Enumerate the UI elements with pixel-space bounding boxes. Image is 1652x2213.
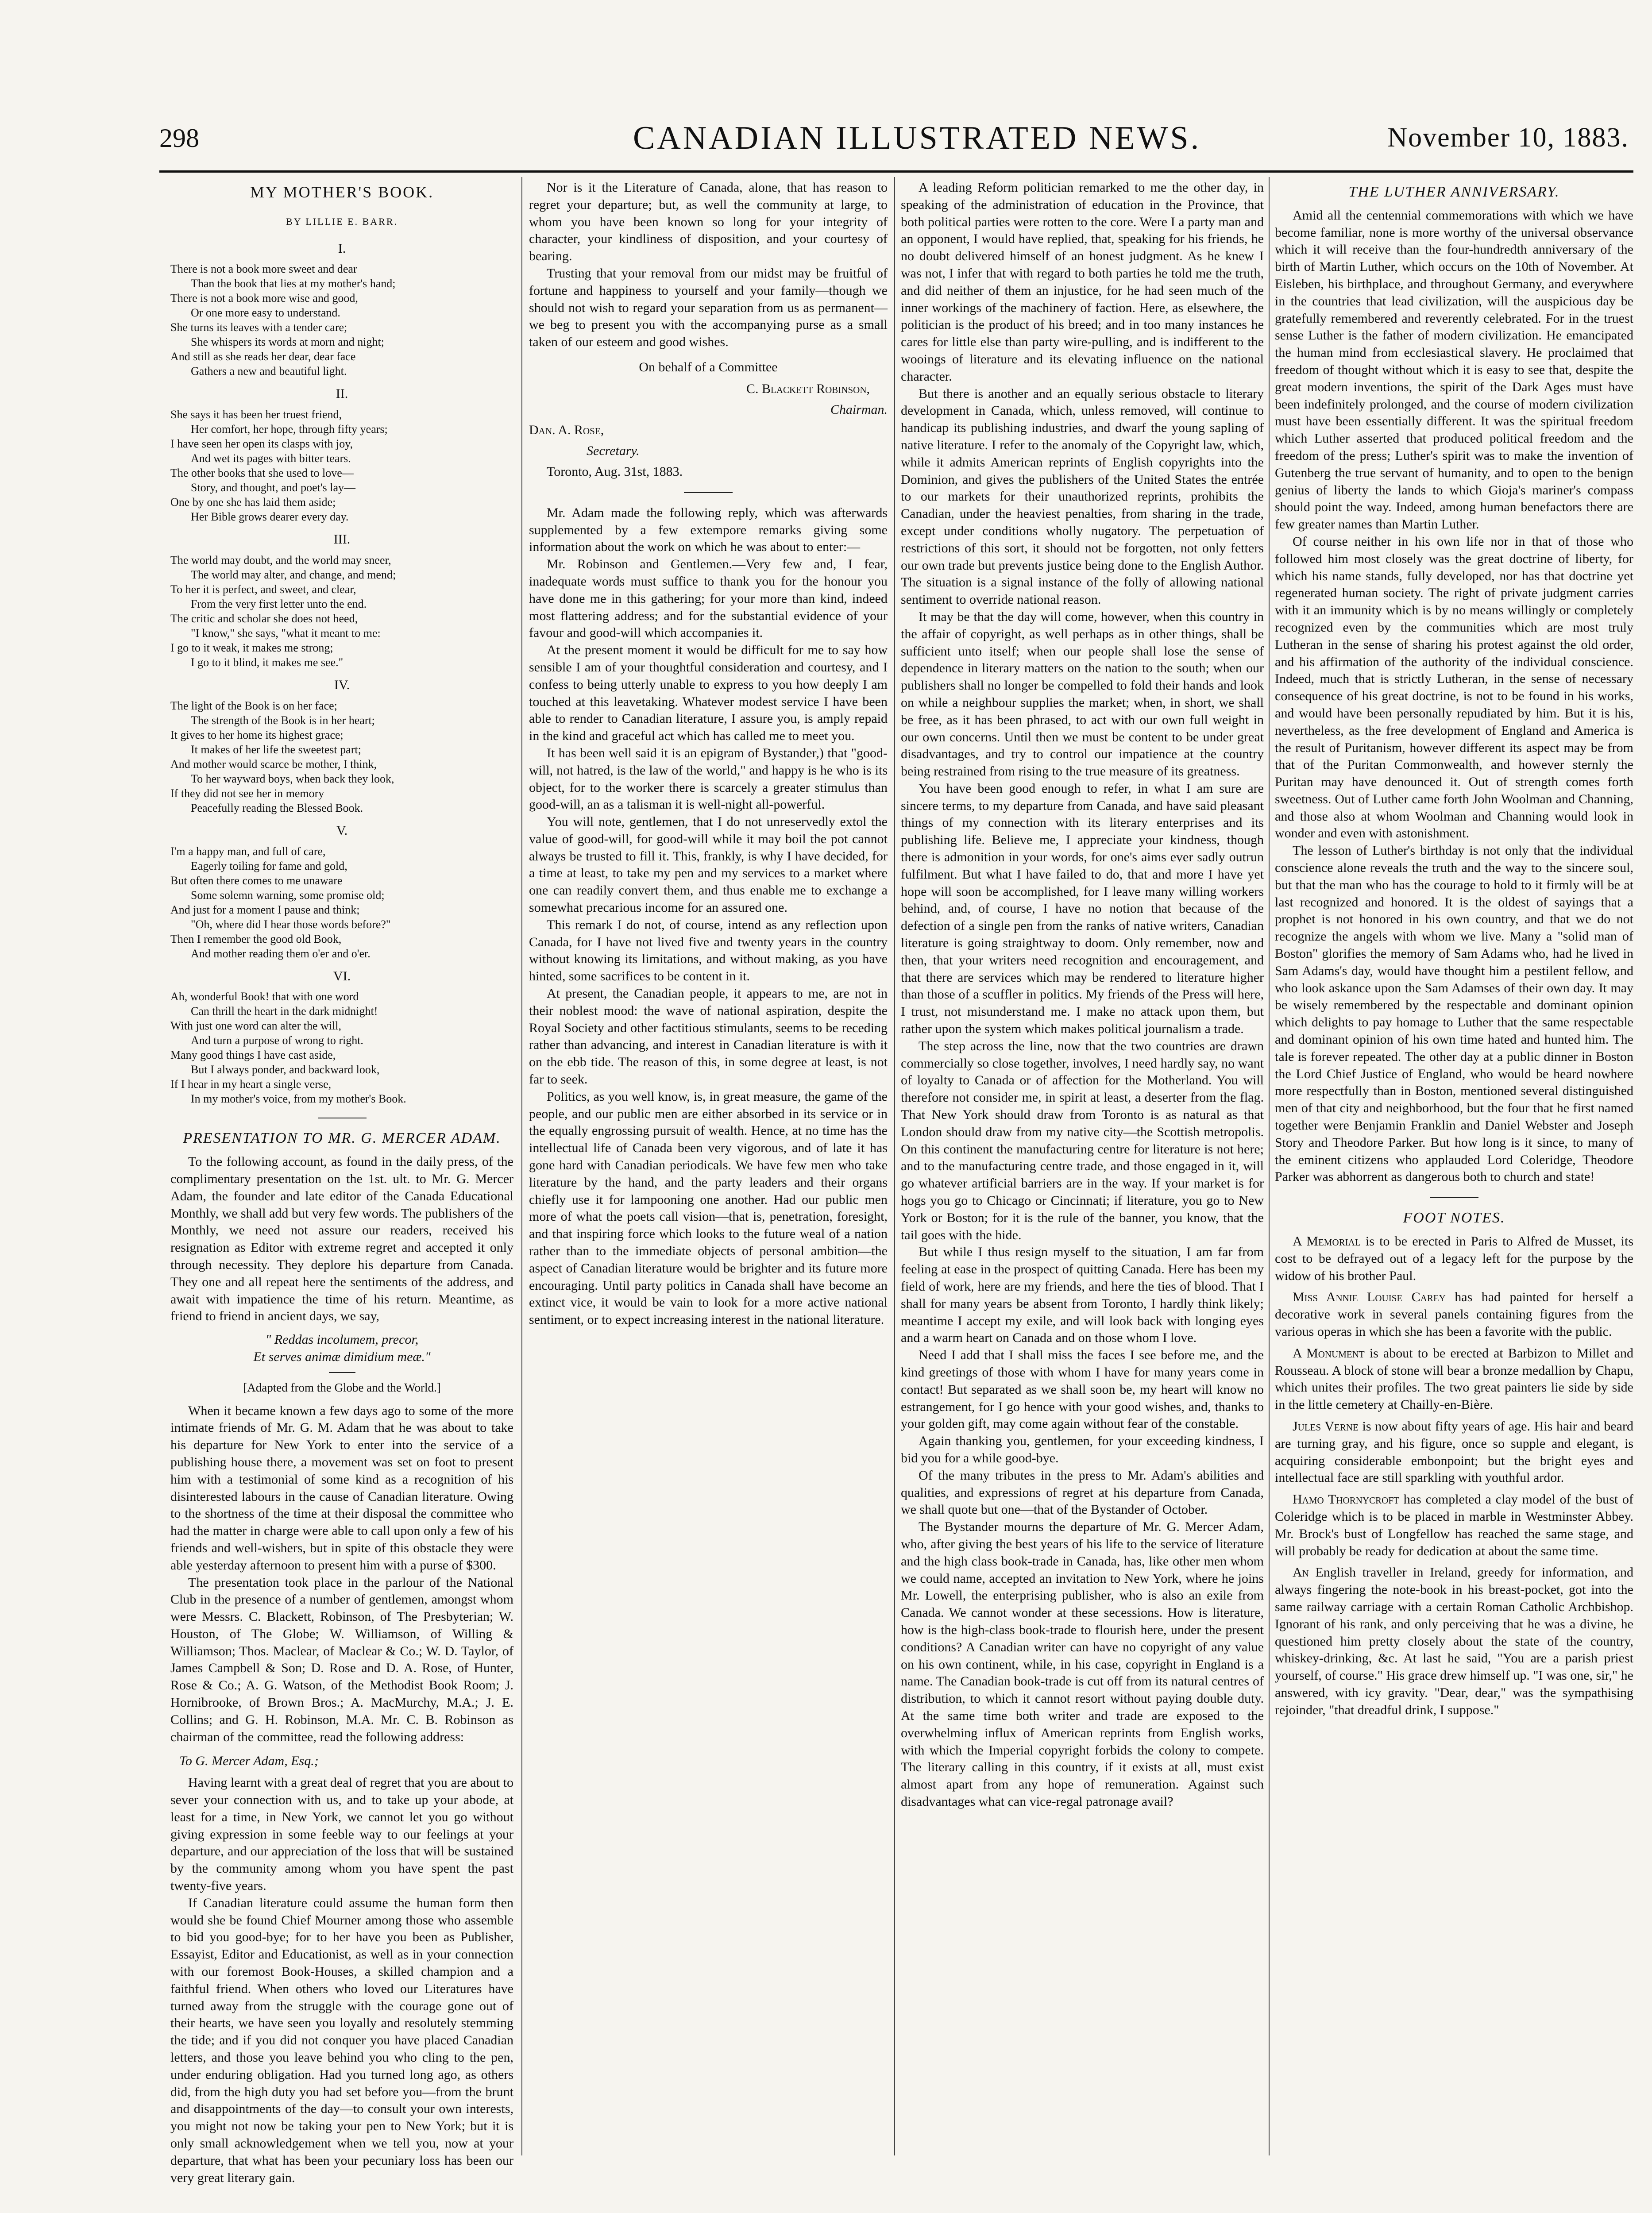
masthead <box>159 120 1633 168</box>
reply-paragraph: The step across the line, now that the two countries are drawn commercially so close together, involves, I need hardly say, no want of loyalty to Canada or of affection for the Motherland. You will therefore not consider me, in spirit at least, a deserter from the flag. That New York should draw from Toronto is as natural as that London should draw from my native city—the Scottish metropolis. On this continent the manufacturing centre for literature is not here; and to the manufacturing centre trade, and those engaged in it, will go whatever artificial barriers are in the way. If your market is for hogs you go to Chicago or Cincinnati; if literature, you go to New York or Boston; for it is the rule of the banner, you know, that the tail goes with the hide. <box>901 1038 1264 1242</box>
poem-line: But I always ponder, and backward look, <box>191 1063 380 1076</box>
poem-line: And just for a moment I pause and think; <box>170 903 360 916</box>
poem-line: But often there comes to me unaware <box>170 874 343 887</box>
poem-line: It makes of her life the sweetest part; <box>191 743 361 756</box>
poem-line: The world may doubt, and the world may sneer, <box>170 553 391 567</box>
column-4 <box>1275 179 1633 2171</box>
foot-note-item <box>1275 1233 1633 1284</box>
masthead-rule <box>159 170 1633 173</box>
poem-line: She whispers its words at morn and night; <box>191 335 384 349</box>
reply-paragraph: Mr. Robinson and Gentlemen.—Very few and, I fear, inadequate words must suffice to thank you for the honour you have done me in this gathering; for your more than kind, indeed most flattering address; and for the substantial evidence of your favour and good-will which accompanies it. <box>529 557 888 640</box>
stanza-number: IV. <box>334 677 350 692</box>
address-paragraph: Trusting that your removal from our midst may be fruitful of fortune and happiness to yourself and your family—though we should not wish to regard your separation from us as permanent—we beg to present you with the accompanying purse as a small taken of our esteem and good wishes. <box>529 266 888 350</box>
poem-line: I have seen her open its clasps with joy, <box>170 437 353 451</box>
reply-paragraph: You will note, gentlemen, that I do not unreservedly extol the value of good-will, for good-will while it may boil the pot cannot always be trusted to fill it. This, frankly, is why I have decided, for a time at least, to take my pen and my services to a market where one can readily convert them, and thus enable me to exchange a somewhat precarious income for an assured one. <box>529 814 888 915</box>
poem-line: Gathers a new and beautiful light. <box>191 365 347 378</box>
poem-line: With just one word can alter the will, <box>170 1019 341 1033</box>
poem-line: And wet its pages with bitter tears. <box>191 452 351 465</box>
presentation-paragraph: The presentation took place in the parlour of the National Club in the presence of a number of gentlemen, amongst whom were Messrs. C. Blackett, Robinson, of The Presbyterian; W. Houston, of The Globe; W. Williamson, of Willing & Williamson; Thos. Maclear, of Maclear & Co.; W. D. Taylor, of James Campbell & Son; D. Rose and D. A. Rose, of Hunter, Rose & Co.; A. G. Watson, of the Methodist Book Room; J. Hornibrooke, of Brown Bros.; A. MacMurchy, M.A.; J. E. Collins; and G. H. Robinson, M.A. Mr. C. B. Robinson as chairman of the committee, read the following address: <box>170 1575 513 1744</box>
column-divider <box>1269 177 1270 2155</box>
poem-byline: BY LILLIE E. BARR. <box>286 216 398 227</box>
latin-quote-line: " Reddas incolumem, precor, <box>265 1332 419 1347</box>
section-rule <box>1430 1197 1478 1198</box>
foot-note-lead: Jules Verne <box>1293 1419 1359 1434</box>
address-paragraph: Having learnt with a great deal of regret that you are about to sever your connection with us, and to take up your abode, at least for a time, in New York, we cannot let you go without giving expression in some feeble way to our feelings at your departure, and our appreciation of the loss that will be sustained by the community among whom you have spent the past twenty-five years. <box>170 1775 513 1893</box>
poem-line: There is not a book more wise and good, <box>170 292 358 305</box>
page-number: 298 <box>159 123 199 153</box>
reply-body <box>529 556 888 1329</box>
poem-line: Eagerly toiling for fame and gold, <box>191 859 347 872</box>
column-divider <box>521 177 522 2155</box>
foot-note-lead: A Monument <box>1293 1346 1365 1361</box>
luther-paragraph: Amid all the centennial commemorations with which we have become familiar, none is more worthy of the universal observance which it will receive than the four-hundredth anniversary of the birth of Martin Luther, which occurs on the 10th of November. At Eisleben, his birthplace, and throughout Germany, and everywhere in the countries that lead civilization, will the auspicious day be gratefully remembered and reverently celebrated. For in the truest sense Luther is the father of modern civilization. He emancipated the human mind from ecclesiastical slavery. He proclaimed that freedom of thought without which it is easy to see that, despite the great modern inventions, the spirit of the Dark Ages must have been indefinitely prolonged, and the course of modern civilization must have been essentially different. It was the spiritual freedom which Luther asserted that produced political freedom and the freedom of the press; Luther's spirit was to make the invention of Gutenberg the true servant of humanity, and to open to the benign genius of liberty the lands to which Gioja's mariner's compass should point the way. Indeed, among human benefactors there are few greater names than Martin Luther. <box>1275 208 1633 532</box>
poem-line: The critic and scholar she does not heed, <box>170 612 358 625</box>
signer-role: Secretary. <box>587 443 640 459</box>
on-behalf-line: On behalf of a Committee <box>639 359 778 374</box>
poem-line: Many good things I have cast aside, <box>170 1049 336 1062</box>
poem-title: MY MOTHER'S BOOK. <box>250 183 434 201</box>
poem-line: One by one she has laid them aside; <box>170 496 336 509</box>
poem-line: Or one more easy to understand. <box>191 306 340 320</box>
poem-line: And still as she reads her dear, dear face <box>170 350 356 363</box>
foot-notes-title: FOOT NOTES. <box>1403 1210 1505 1226</box>
stanza-number: I. <box>338 241 346 256</box>
reply-paragraph: Politics, as you well know, is, in great measure, the game of the people, and our public men are either absorbed in its service or in the equally engrossing pursuit of wealth. Hence, at no time has the intellectual life of Canada been very vigorous, and of late it has gone hard with Canadian periodicals. We have few men who take literature by the hand, and the party leaders and their organs chiefly use it for lampooning one another. Had our public men more of what the poets call vision—that is, penetration, foresight, and that inspiring force which looks to the future weal of a nation rather than to the immediate objects of personal ambition—the aspect of Canadian literature would be brighter and its future more encouraging. Until party politics in Canada shall have become an extinct vice, it would be vain to look for a more active national sentiment, or to expect increasing interest in the national literature. <box>529 1089 888 1327</box>
poem-line: If they did not see her in memory <box>170 787 324 800</box>
poem-line: And mother would scarce be mother, I think, <box>170 757 377 771</box>
foot-note-item <box>1275 1491 1633 1560</box>
poem-line: Then I remember the good old Book, <box>170 932 342 945</box>
poem-line: Peacefully reading the Blessed Book. <box>191 801 363 814</box>
luther-title: THE LUTHER ANNIVERSARY. <box>1348 184 1560 200</box>
signer-role: Chairman. <box>830 402 888 417</box>
section-rule <box>684 492 733 493</box>
reply-paragraph: A leading Reform politician remarked to me the other day, in speaking of the administration of education in the Province, that both political parties were rotten to the core. Were I a party man and an opponent, I would have replied, that, speaking for his friends, he no doubt delivered himself of an honest judgment. As he knew I was not, I infer that with regard to both parties he told me the truth, and did neither of them an injustice, for he had seen much of the inner workings of the machinery of faction. Here, as elsewhere, the politician is the product of his breed; and in too many instances he cares for little else than party wire-pulling, and is indifferent to the wooings of literature and its elevating influence on the national character. <box>901 180 1264 384</box>
address-paragraph: Nor is it the Literature of Canada, alone, that has reason to regret your departure; but, as well the community at large, to whom you have been known so long for your integrity of character, your kindliness of disposition, and your courtesy of bearing. <box>529 180 888 264</box>
foot-note-item <box>1275 1289 1633 1340</box>
stanza-number: II. <box>336 386 348 401</box>
newspaper-title: CANADIAN ILLUSTRATED NEWS. <box>633 120 1201 156</box>
reply-paragraph: At present, the Canadian people, it appears to me, are not in their noblest mood: the wave of national aspiration, despite the Royal Society and other factitious stimulants, seems to be receding rather than advancing, and interest in Canadian literature is with it on the ebb tide. The reason of this, in some degree at least, is not far to seek. <box>529 986 888 1087</box>
poem-line: I'm a happy man, and full of care, <box>170 844 326 858</box>
presentation-intro: To the following account, as found in the daily press, of the complimentary presentation on the 1st. ult. to Mr. G. Mercer Adam, the founder and late editor of the Canada Educational Monthly, we shall add but very few words. The publishers of the Monthly, we need not assure our readers, received his resignation as Editor with extreme regret and accepted it only through necessity. They deplore his departure from Canada. They one and all repeat here the sentiments of the address, and await with impatience the time of his return. Meantime, as friend to friend in ancient days, we say, <box>170 1154 513 1324</box>
poem-line: Some solemn warning, some promise old; <box>191 888 385 902</box>
poem-line: And turn a purpose of wrong to right. <box>191 1034 363 1047</box>
reply-paragraph: At the present moment it would be difficult for me to say how sensible I am of your thoughtful consideration and courtesy, and I confess to being utterly unable to express to you how deeply I am touched at this leavetaking. Whatever modest service I have been able to render to Canadian literature, I assure you, is amply repaid in the kind and graceful act which has called me to meet you. <box>529 643 888 744</box>
signer-name: Dan. A. Rose, <box>529 423 604 438</box>
poem-line: The light of the Book is on her face; <box>170 699 337 712</box>
reply-intro: Mr. Adam made the following reply, which was afterwards supplemented by a few extempore remarks giving some information about the work on which he was about to enter:— <box>529 505 888 555</box>
poem-line: Her Bible grows dearer every day. <box>191 510 349 524</box>
reply-paragraph: You have been good enough to refer, in what I am sure are sincere terms, to my departure from Canada, and have said pleasant things of my connection with its literary enterprises and its publishing life. Believe me, I appreciate your kindness, though there is admonition in your words, for one's aims ever sadly outrun fulfilment. But what I have failed to do, that and more I have yet hope will soon be accomplished, for I leave many willing workers behind, and, of course, I have no notion that because of the defection of a single pen from the ranks of native writers, Canadian literature is going straightway to doom. Only remember, now and then, that your writers need recognition and encouragement, and that there are services which may be rendered to literature higher than those of a scuffler in politics. My friends of the Press will here, I trust, not misunderstand me. I make no attack upon them, but rather upon the system which makes political journalism a trade. <box>901 781 1264 1037</box>
section-rule <box>329 1372 355 1373</box>
foot-note-lead: A Memorial <box>1293 1234 1361 1249</box>
reply-body-continued <box>901 179 1264 1811</box>
poem-line: Than the book that lies at my mother's hand; <box>191 277 396 290</box>
reply-paragraph: This remark I do not, of course, intend as any reflection upon Canada, for I have not lived five and twenty years in the country without knowing its limitations, and without making, as you have hinted, some sacrifices to be content in it. <box>529 917 888 984</box>
stanza-number: III. <box>333 532 351 547</box>
poem-line: The world may alter, and change, and mend; <box>191 568 396 581</box>
column-divider <box>894 177 895 2155</box>
reply-paragraph: Of the many tributes in the press to Mr. Adam's abilities and qualities, and expressions of regret at his departure from Canada, we shall quote but one—that of the Bystander of October. <box>901 1468 1264 1517</box>
poem-line: Ah, wonderful Book! that with one word <box>170 990 359 1003</box>
adapted-note: [Adapted from the Globe and the World.] <box>243 1380 441 1394</box>
reply-paragraph: Again thanking you, gentlemen, for your exceeding kindness, I bid you for a while good-bye. <box>901 1434 1264 1465</box>
address-salutation: To G. Mercer Adam, Esq.; <box>179 1754 319 1769</box>
signer-name: C. Blackett Robinson, <box>746 381 870 396</box>
poem-line: To her it is perfect, and sweet, and clear, <box>170 582 356 596</box>
poem-line: I go to it weak, it makes me strong; <box>170 641 333 654</box>
column-3 <box>901 179 1264 2171</box>
reply-paragraph: It may be that the day will come, however, when this country in the affair of copyright, as well perhaps as in other things, shall be sufficient unto itself; when our people shall lose the sense of dependence in literary matters on the nation to the south; when our publishers shall no longer be compelled to fold their hands and look on while a neighbour supplies the market; when, in short, we shall be free, as it has been phrased, to act with our own full weight in our own concerns. Until then we must be content to be under great disadvantages, and try to control our impatience at the country being restrained from rising to the true measure of its greatness. <box>901 609 1264 779</box>
stanza-number: V. <box>336 823 348 838</box>
reply-paragraph: Need I add that I shall miss the faces I see before me, and the kind greetings of those with whom I have for many years come in contact! But separated as we shall soon be, my heart will know no estrangement, for I go hence with your good wishes, and, thanks to your golden gift, may come again without fear of the constable. <box>901 1348 1264 1431</box>
poem-line: I go to it blind, it makes me see." <box>191 655 344 669</box>
poem-line: Can thrill the heart in the dark midnight! <box>191 1005 378 1018</box>
poem-line: "I know," she says, "what it meant to me: <box>191 626 381 640</box>
poem-line: She turns its leaves with a tender care; <box>170 321 347 334</box>
poem-line: Story, and thought, and poet's lay— <box>191 481 356 494</box>
reply-paragraph: The Bystander mourns the departure of Mr. G. Mercer Adam, who, after giving the best years of his life to the service of literature and the high class book-trade in Canada, has, like other men whom we could name, accepted an invitation to New York, where he joins Mr. Lowell, the enterprising publisher, who is also an exile from Canada. We cannot wonder at these secessions. How is literature, how is the high-class book-trade to flourish here, under the present conditions? A Canadian writer can have no copyright of any value on his own continent, while, in his case, copyright in England is a name. The Canadian book-trade is cut off from its natural centres of distribution, to which it cannot resort without paying double duty. At the same time both writer and trade are exposed to the overwhelming influx of American reprints from English works, with which the Imperial copyright forbids the colony to compete. The literary calling in this country, if it exists at all, must exist almost apart from any hope of remuneration. Against such disadvantages what can vice-regal patronage avail? <box>901 1519 1264 1809</box>
reply-paragraph: It has been well said it is an epigram of Bystander,) that "good-will, not hatred, is the law of the world," and happy is he who is its object, for to the worker there is scarcely a greater stimulus than good-will, an as a talisman it is well-night all-powerful. <box>529 745 888 812</box>
foot-note-lead: Miss Annie Louise Carey <box>1293 1290 1446 1305</box>
column-1 <box>170 179 513 2185</box>
poem-line: If I hear in my heart a single verse, <box>170 1078 332 1091</box>
poem-line: It gives to her home its highest grace; <box>170 728 344 741</box>
poem-line: "Oh, where did I hear those words before?" <box>191 918 391 931</box>
foot-note-text: is to be erected in Paris to Alfred de Musset, its cost to be defrayed out of a legacy left for the purpose by the widow of his brother Paul. <box>1275 1234 1634 1283</box>
stanza-number: VI. <box>333 968 351 983</box>
presentation-paragraph: When it became known a few days ago to some of the more intimate friends of Mr. G. M. Adam that he was about to take his departure for New York to enter into the service of a publishing house there, a movement was set on foot to present him with a testimonial of some kind as a recognition of his disinterested labours in the cause of Canadian literature. Owing to the shortness of the time at their disposal the committee who had the matter in charge were able to call upon only a few of his friends and well-wishers, but in spite of this obstacle they were able yesterday afternoon to present him with a purse of $300. <box>170 1403 513 1573</box>
foot-note-lead: An <box>1293 1565 1309 1580</box>
poem-body <box>170 240 513 1106</box>
poem-line: In my mother's voice, from my mother's Book. <box>191 1092 406 1106</box>
presentation-title: PRESENTATION TO MR. G. MERCER ADAM. <box>183 1130 501 1147</box>
address-date: Toronto, Aug. 31st, 1883. <box>547 464 683 479</box>
column-2 <box>529 179 888 2171</box>
foot-notes-body <box>1275 1233 1633 1719</box>
poem-line: There is not a book more sweet and dear <box>170 262 357 276</box>
reply-paragraph: But while I thus resign myself to the situation, I am far from feeling at ease in the prospect of quitting Canada. Here has been my field of work, here are my friends, and here the ties of blood. That I shall for many years be absent from Toronto, I hardly think likely; meantime I accept my exile, and will look back with longing eyes and a warm heart on Canada and on those whom I love. <box>901 1245 1264 1346</box>
foot-note-item <box>1275 1418 1633 1487</box>
luther-paragraph: Of course neither in his own life nor in that of those who followed him most closely was the great doctrine of liberty, for which his name stands, fully developed, nor has that doctrine yet regenerated human society. The right of private judgment carries with it an immunity which is by no means willingly or completely recognized even by the communities which are most truly Lutheran in the sense of sharing his protest against the old order, and his affirmation of the authority of the individual conscience. Indeed, much that is strictly Lutheran, in the sense of necessary consequence of his great doctrine, is not to be found in his works, and would have been personally repudiated by him. But it is his, nevertheless, as the free development of England and America is the result of Puritanism, however different its aspect may be from that of the Puritan Commonwealth, and however sternly the Puritan may have denounced it. Out of strength comes forth sweetness. Out of Luther came forth John Woolman and Channing, and those also at whom Woolman and Channing would look in wonder and even with astonishment. <box>1275 534 1633 841</box>
foot-note-text: has completed a clay model of the bust of Coleridge which is to be placed in marble in Westminster Abbey. Mr. Brock's bust of Longfellow has reached the same stage, and will probably be ready for dedication at about the same time. <box>1275 1492 1633 1558</box>
latin-quote-line: Et serves animæ dimidium meæ." <box>253 1349 431 1364</box>
foot-note-text: is now about fifty years of age. His hair and beard are turning gray, and his figure, once so supple and elegant, is acquiring considerable embonpoint; but the bright eyes and intellectual face are still sparkling with youthful ardor. <box>1275 1419 1633 1485</box>
poem-line: Her comfort, her hope, through fifty years; <box>191 423 388 436</box>
reply-paragraph: But there is another and an equally serious obstacle to literary development in Canada, which, unless removed, will continue to handicap its publishing industries, and dwarf the young sapling of native literature. I refer to the anomaly of the Copyright law, which, while it admits American reprints of English copyrights into the Dominion, and gives the publishers of the United States the entrée to our markets for their unauthorized reprints, prohibits the Canadian, under the heaviest penalties, from sharing in the trade, except under conditions wholly nugatory. The perpetuation of restrictions of this sort, it should not be forgotten, not only fetters our own trade but prevents justice being done to the English Author. The situation is a signal instance of the folly of allowing national sentiment to override national reason. <box>901 386 1264 607</box>
issue-date: November 10, 1883. <box>1387 123 1629 153</box>
foot-note-text: is about to be erected at Barbizon to Millet and Rousseau. A block of stone will bear a bronze medallion by Chapu, which unites their profiles. The two great painters lie side by side in the little cemetery at Chailly-en-Bière. <box>1275 1346 1633 1412</box>
poem-line: To her wayward boys, when back they look, <box>191 772 394 785</box>
poem-line: From the very first letter unto the end. <box>191 597 367 610</box>
luther-paragraph: The lesson of Luther's birthday is not only that the individual conscience alone reveals the truth and the way to the sincere soul, but that the man who has the courage to hold to it firmly will be at last recognized and honored. It is the oldest of sayings that a prophet is not honored in his own country, and that we do not recognize the angels with whom we live. Many a "solid man of Boston" glorifies the memory of Sam Adams who, had he lived in Sam Adams's day, would have thought him a pestilent fellow, and who look askance upon the Sam Adamses of their own day. It may be wisely remembered by the respectable and dominant opinion which delights to pay homage to Luther that the same respectable and dominant opinion of his own time hated and hunted him. The tale is forever repeated. The other day at a public dinner in Boston the Lord Chief Justice of England, who would be heard nowhere more respectfully than in Boston, mentioned several distinguished men of that city and neighborhood, but the four that he first named together were Benjamin Franklin and Daniel Webster and Joseph Story and Theodore Parker. But how long is it since, to many of the eminent citizens who applauded Lord Coleridge, Theodore Parker was abhorrent as dangerous both to church and state! <box>1275 843 1633 1184</box>
foot-note-text: English traveller in Ireland, greedy for information, and always fingering the note-book in his breast-pocket, got into the same railway carriage with a certain Roman Catholic Archbishop. Ignorant of his rank, and only perceiving that he was a divine, he questioned him pretty closely about the state of the country, whiskey-drinking, &c. At last he said, "You are a parish priest yourself, of course." His grace drew himself up. "I was one, sir," he answered, with icy gravity. "Dear, dear," was the sympathising rejoinder, "that dreadful drink, I suppose." <box>1275 1565 1634 1717</box>
foot-note-item <box>1275 1564 1633 1719</box>
poem-line: She says it has been her truest friend, <box>170 408 342 421</box>
poem-line: And mother reading them o'er and o'er. <box>191 947 371 960</box>
address-paragraph: If Canadian literature could assume the human form then would she be found Chief Mourner among those who assemble to bid you good-bye; for to her have you been as Publisher, Essayist, Editor and Educationist, as well as in your connection with our foremost Book-Houses, a skilled champion and a faithful friend. When others who loved our Literatures have turned away from the struggle with the courage gone out of their hearts, we have seen you loyally and resolutely stemming the tide; and if you did not conquer you have placed Canadian letters, and those you leave behind you who cling to the pen, under enduring obligation. Had you turned long ago, as others did, from the high duty you had set before you—from the brunt and disappointments of the day—to consult your own interests, you might not now be taking your pen to New York; but it is only small acknowledgement when we tell you, now at your departure, that what has been your pecuniary loss has been our very great literary gain. <box>170 1895 513 2185</box>
poem-line: The other books that she used to love— <box>170 467 354 480</box>
foot-note-item <box>1275 1345 1633 1414</box>
poem-line: The strength of the Book is in her heart; <box>191 713 375 727</box>
foot-note-lead: Hamo Thornycroft <box>1293 1492 1399 1507</box>
foot-note-text: has had painted for herself a decorative work in several panels containing figures from the various operas in which she has been a favorite with the public. <box>1275 1290 1633 1339</box>
